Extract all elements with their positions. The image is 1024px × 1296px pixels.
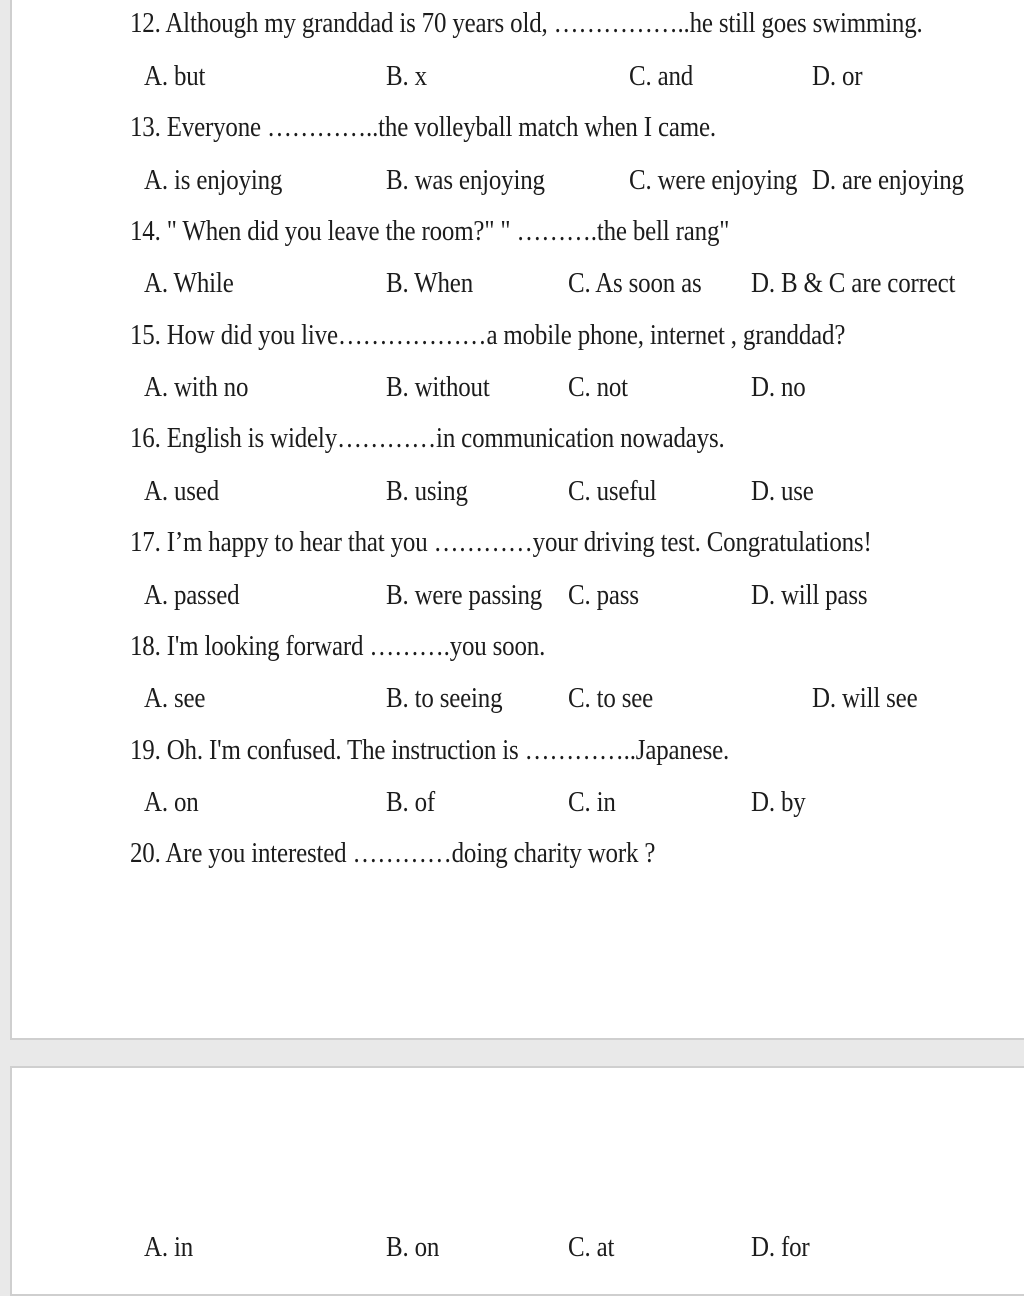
option-c: C. and (629, 60, 694, 92)
option-b: B. When (386, 267, 474, 299)
question-17: 17. I’m happy to hear that you …………your driving test. Congratulations! (130, 526, 872, 558)
option-b: B. x (386, 60, 427, 92)
option-d: D. use (751, 475, 814, 507)
option-b: B. were passing (386, 579, 543, 611)
option-b: B. using (386, 475, 468, 507)
option-a: A. in (144, 1231, 194, 1263)
question-16: 16. English is widely…………in communication nowadays. (130, 422, 725, 454)
option-a: A. with no (144, 371, 249, 403)
question-20: 20. Are you interested …………doing charity work ? (130, 837, 656, 869)
option-c: C. not (568, 371, 628, 403)
option-b: B. on (386, 1231, 440, 1263)
question-15: 15. How did you live………………a mobile phone, internet , granddad? (130, 319, 846, 351)
option-a: A. used (144, 475, 219, 507)
option-c: C. useful (568, 475, 657, 507)
option-a: A. see (144, 682, 206, 714)
option-b: B. to seeing (386, 682, 503, 714)
question-13: 13. Everyone …………..the volleyball match when I came. (130, 111, 716, 143)
option-d: D. B & C are correct (751, 267, 956, 299)
option-d: D. or (812, 60, 863, 92)
option-d: D. will pass (751, 579, 868, 611)
question-14: 14. " When did you leave the room?" " ……….the bell rang" (130, 215, 730, 247)
option-b: B. without (386, 371, 490, 403)
document-page-next (10, 1066, 1024, 1296)
option-d: D. by (751, 786, 806, 818)
option-c: C. were enjoying (629, 164, 798, 196)
option-d: D. no (751, 371, 806, 403)
option-d: D. are enjoying (812, 164, 964, 196)
question-12: 12. Although my granddad is 70 years old, ……………..he still goes swimming. (130, 7, 923, 39)
option-a: A. on (144, 786, 199, 818)
option-b: B. was enjoying (386, 164, 545, 196)
option-c: C. As soon as (568, 267, 702, 299)
option-c: C. pass (568, 579, 639, 611)
option-c: C. in (568, 786, 616, 818)
option-d: D. for (751, 1231, 810, 1263)
question-18: 18. I'm looking forward ……….you soon. (130, 630, 546, 662)
option-a: A. While (144, 267, 234, 299)
option-d: D. will see (812, 682, 918, 714)
question-19: 19. Oh. I'm confused. The instruction is …………..Japanese. (130, 734, 730, 766)
option-a: A. passed (144, 579, 240, 611)
option-c: C. at (568, 1231, 615, 1263)
option-a: A. is enjoying (144, 164, 283, 196)
option-c: C. to see (568, 682, 654, 714)
option-a: A. but (144, 60, 206, 92)
document-page (10, 0, 1024, 1040)
option-b: B. of (386, 786, 436, 818)
